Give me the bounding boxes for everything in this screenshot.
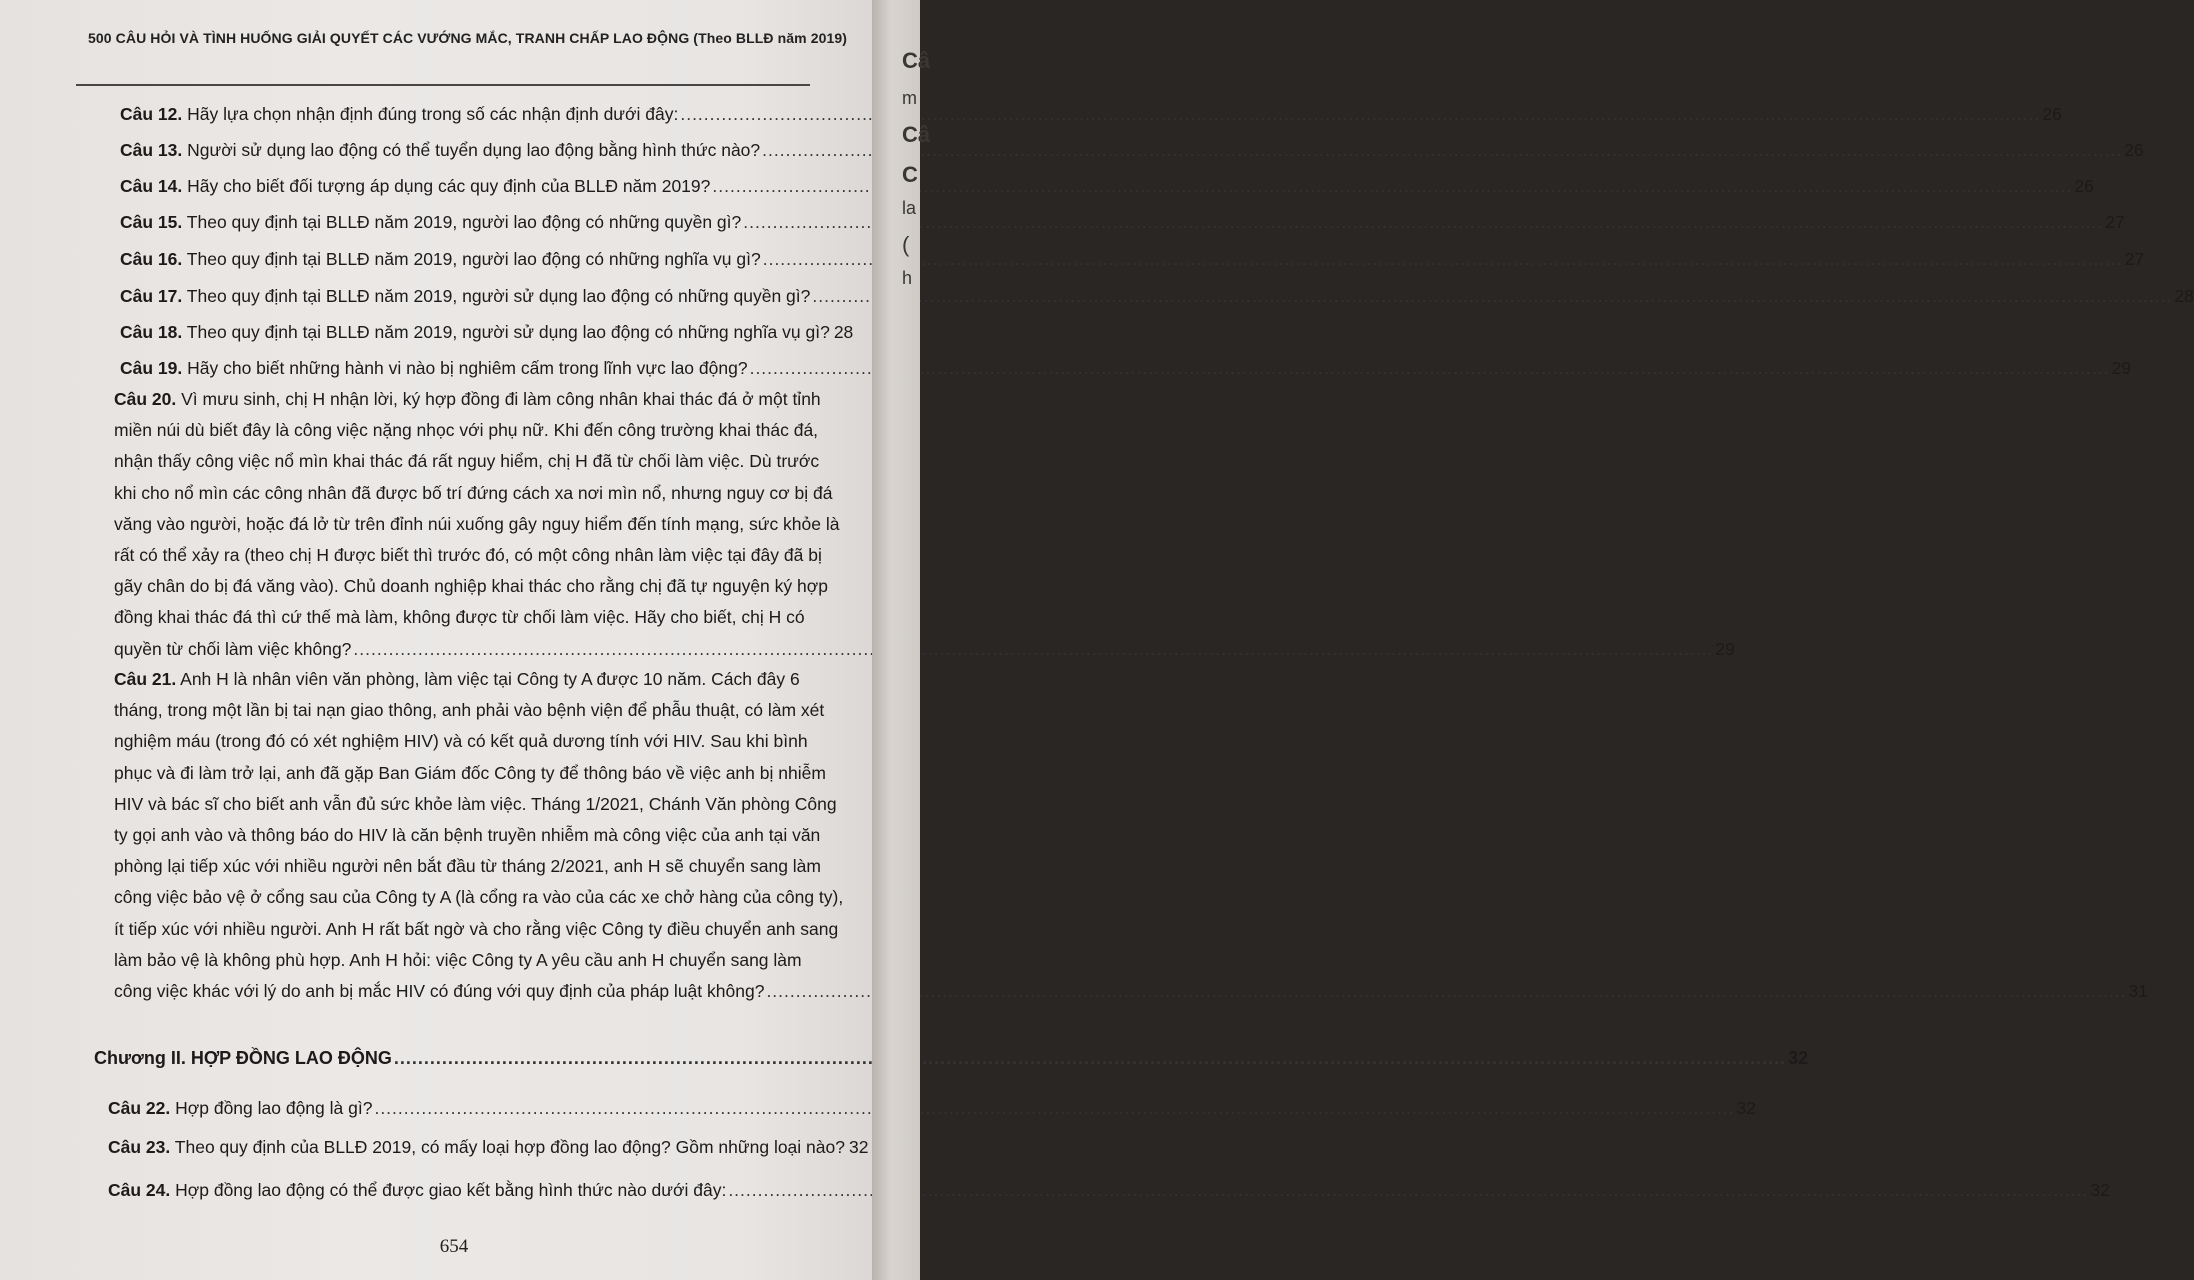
question-label: Câu 24. <box>108 1180 171 1200</box>
question-text: Theo quy định tại BLLĐ năm 2019, người lao động có những nghĩa vụ gì? <box>186 249 761 269</box>
chapter-title: Chương II. HỢP ĐỒNG LAO ĐỘNG <box>94 1048 392 1068</box>
question-text: Theo quy định tại BLLĐ năm 2019, người lao động có những quyền gì? <box>186 212 742 232</box>
question-label: Câu 19. <box>120 358 183 378</box>
adjacent-page-text: C <box>902 162 918 187</box>
page-ref: 28 <box>833 322 854 342</box>
question-text-line: rất có thể xảy ra (theo chị H được biết thì trước đó, có một công nhân làm việc tại đây đã bị <box>114 545 822 566</box>
page-ref: 32 <box>1788 1048 1809 1068</box>
toc-item[interactable] <box>108 1176 2110 1204</box>
toc-item-q20[interactable] <box>114 384 1735 665</box>
question-label: Câu 21. <box>114 669 177 689</box>
page-ref: 29 <box>1715 638 1735 659</box>
toc-item[interactable] <box>120 208 2125 236</box>
adjacent-page-text: ( <box>902 232 910 257</box>
adjacent-page-text: m <box>902 88 917 108</box>
leader-dots <box>743 208 2103 236</box>
toc-item[interactable] <box>120 136 2144 164</box>
question-text-line: văng vào người, hoặc đá lở từ trên đỉnh núi xuống gây nguy hiểm đến tính mạng, sức khỏe là <box>114 513 840 534</box>
question-label: Câu 14. <box>120 176 183 196</box>
page-ref: 27 <box>2124 249 2145 269</box>
toc-item[interactable] <box>120 282 2194 310</box>
toc-item[interactable] <box>120 172 2094 200</box>
question-text-line: đồng khai thác đá thì cứ thế mà làm, không được từ chối làm việc. Hãy cho biết, chị H có <box>114 607 805 628</box>
page-ref: 32 <box>1736 1098 1756 1118</box>
page-number: 654 <box>439 1236 469 1257</box>
question-label: Câu 15. <box>120 212 183 232</box>
leader-dots <box>353 634 1713 665</box>
question-label: Câu 20. <box>114 389 177 409</box>
question-text-line: quyền từ chối làm việc không? <box>114 638 352 659</box>
question-text-line: Vì mưu sinh, chị H nhận lời, ký hợp đồng đi làm công nhân khai thác đá ở một tỉnh <box>181 389 821 409</box>
page-ref: 28 <box>2174 286 2194 306</box>
question-text: Người sử dụng lao động có thể tuyển dụng lao động bằng hình thức nào? <box>187 140 761 160</box>
question-text-line: phục và đi làm trở lại, anh đã gặp Ban Giám đốc Công ty để thông báo về việc anh bị nhiễm <box>114 762 826 783</box>
question-text-line: gãy chân do bị đá văng vào). Chủ doanh nghiệp khai thác cho rằng chị đã tự nguyện ký hợp <box>114 576 828 597</box>
question-text-line: nghiệm máu (trong đó có xét nghiệm HIV) và có kết quả dương tính với HIV. Sau khi bình <box>114 731 808 752</box>
adjacent-page-text: la <box>902 198 917 218</box>
leader-dots <box>812 282 2172 310</box>
toc-item-q21[interactable] <box>114 664 2148 1007</box>
question-label: Câu 13. <box>120 140 183 160</box>
page-ref: 26 <box>2074 176 2094 196</box>
question-text-line: làm bảo vệ là không phù hợp. Anh H hỏi: việc Công ty A yêu cầu anh H chuyển sang làm <box>114 949 802 970</box>
question-text-line: HIV và bác sĩ cho biết anh vẫn đủ sức khỏe làm việc. Tháng 1/2021, Chánh Văn phòng Công <box>114 793 837 814</box>
question-text-line: công việc khác với lý do anh bị mắc HIV có đúng với quy định của pháp luật không? <box>114 981 765 1002</box>
page-ref: 32 <box>2090 1180 2110 1200</box>
adjacent-page-edge <box>872 0 931 1280</box>
toc-item[interactable] <box>120 245 2145 273</box>
page-ref: 27 <box>2105 212 2125 232</box>
question-text: Hãy cho biết đối tượng áp dụng các quy định của BLLĐ năm 2019? <box>187 176 711 196</box>
question-text: Hợp đồng lao động có thể được giao kết bằng hình thức nào dưới đây: <box>175 1180 727 1200</box>
page-ref: 26 <box>2124 140 2144 160</box>
leader-dots <box>394 1044 1786 1072</box>
page-ref: 26 <box>2042 104 2062 124</box>
page-ref: 31 <box>2128 981 2148 1002</box>
leader-dots <box>762 136 2122 164</box>
question-label: Câu 23. <box>108 1137 171 1157</box>
question-text-line: ty gọi anh vào và thông báo do HIV là căn bệnh truyền nhiễm mà công việc của anh tại văn <box>114 825 821 846</box>
question-text: Theo quy định tại BLLĐ năm 2019, người sử dụng lao động có những quyền gì? <box>186 286 811 306</box>
question-text: Theo quy định tại BLLĐ năm 2019, người sử dụng lao động có những nghĩa vụ gì? <box>186 322 830 342</box>
leader-dots <box>728 1176 2088 1204</box>
header-rule <box>76 84 810 86</box>
toc-chapter[interactable] <box>94 1044 1809 1072</box>
toc-item[interactable] <box>108 1094 1756 1122</box>
question-text-line: tháng, trong một lần bị tai nạn giao thông, anh phải vào bệnh viện để phẫu thuật, có làm xét <box>114 700 825 721</box>
leader-dots <box>766 976 2126 1007</box>
leader-dots <box>750 354 2110 382</box>
question-text: Hợp đồng lao động là gì? <box>175 1098 373 1118</box>
question-text-line: khi cho nổ mìn các công nhân đã được bố trí đứng cách xa nơi mìn nổ, nhưng nguy cơ bị đá <box>114 482 833 503</box>
question-label: Câu 18. <box>120 322 183 342</box>
question-text-line: phòng lại tiếp xúc với nhiều người nên bắt đầu từ tháng 2/2021, anh H sẽ chuyển sang làm <box>114 856 821 877</box>
toc-item[interactable] <box>120 354 2132 382</box>
page-ref: 32 <box>848 1137 869 1157</box>
leader-dots <box>763 245 2123 273</box>
question-label: Câu 12. <box>120 104 183 124</box>
question-text-line: công việc bảo vệ ở cổng sau của Công ty A (là cổng ra vào của các xe chở hàng của công ty), <box>114 887 844 908</box>
toc-item[interactable] <box>120 100 2062 128</box>
question-text-line: miền núi dù biết đây là công việc nặng nhọc với phụ nữ. Khi đến công trường khai thác đá, <box>114 420 819 441</box>
page-ref: 29 <box>2111 358 2132 378</box>
running-header: 500 CÂU HỎI VÀ TÌNH HUỐNG GIẢI QUYẾT CÁC VƯỚNG MẮC, TRANH CHẤP LAO ĐỘNG (Theo BLLĐ năm 2019) <box>88 30 847 46</box>
question-text: Hãy lựa chọn nhận định đúng trong số các nhận định dưới đây: <box>187 104 679 124</box>
toc-item[interactable] <box>108 1133 869 1161</box>
toc-item[interactable] <box>120 318 854 346</box>
question-label: Câu 22. <box>108 1098 171 1118</box>
question-text: Theo quy định của BLLĐ 2019, có mấy loại hợp đồng lao động? Gồm những loại nào? <box>174 1137 845 1157</box>
question-text-line: Anh H là nhân viên văn phòng, làm việc tại Công ty A được 10 năm. Cách đây 6 <box>180 669 800 689</box>
question-text: Hãy cho biết những hành vi nào bị nghiêm cấm trong lĩnh vực lao động? <box>187 358 748 378</box>
question-label: Câu 17. <box>120 286 183 306</box>
leader-dots <box>374 1094 1734 1122</box>
question-label: Câu 16. <box>120 249 183 269</box>
adjacent-page-text: h <box>902 268 913 288</box>
question-text-line: nhận thấy công việc nổ mìn khai thác đá rất nguy hiểm, chị H đã từ chối làm việc. Dù trước <box>114 451 820 472</box>
adjacent-page-text: Câ <box>902 48 931 73</box>
question-text-line: ít tiếp xúc với nhiều người. Anh H rất bất ngờ và cho rằng việc Công ty điều chuyển anh sang <box>114 918 839 939</box>
adjacent-page-text: Câ <box>902 122 931 147</box>
